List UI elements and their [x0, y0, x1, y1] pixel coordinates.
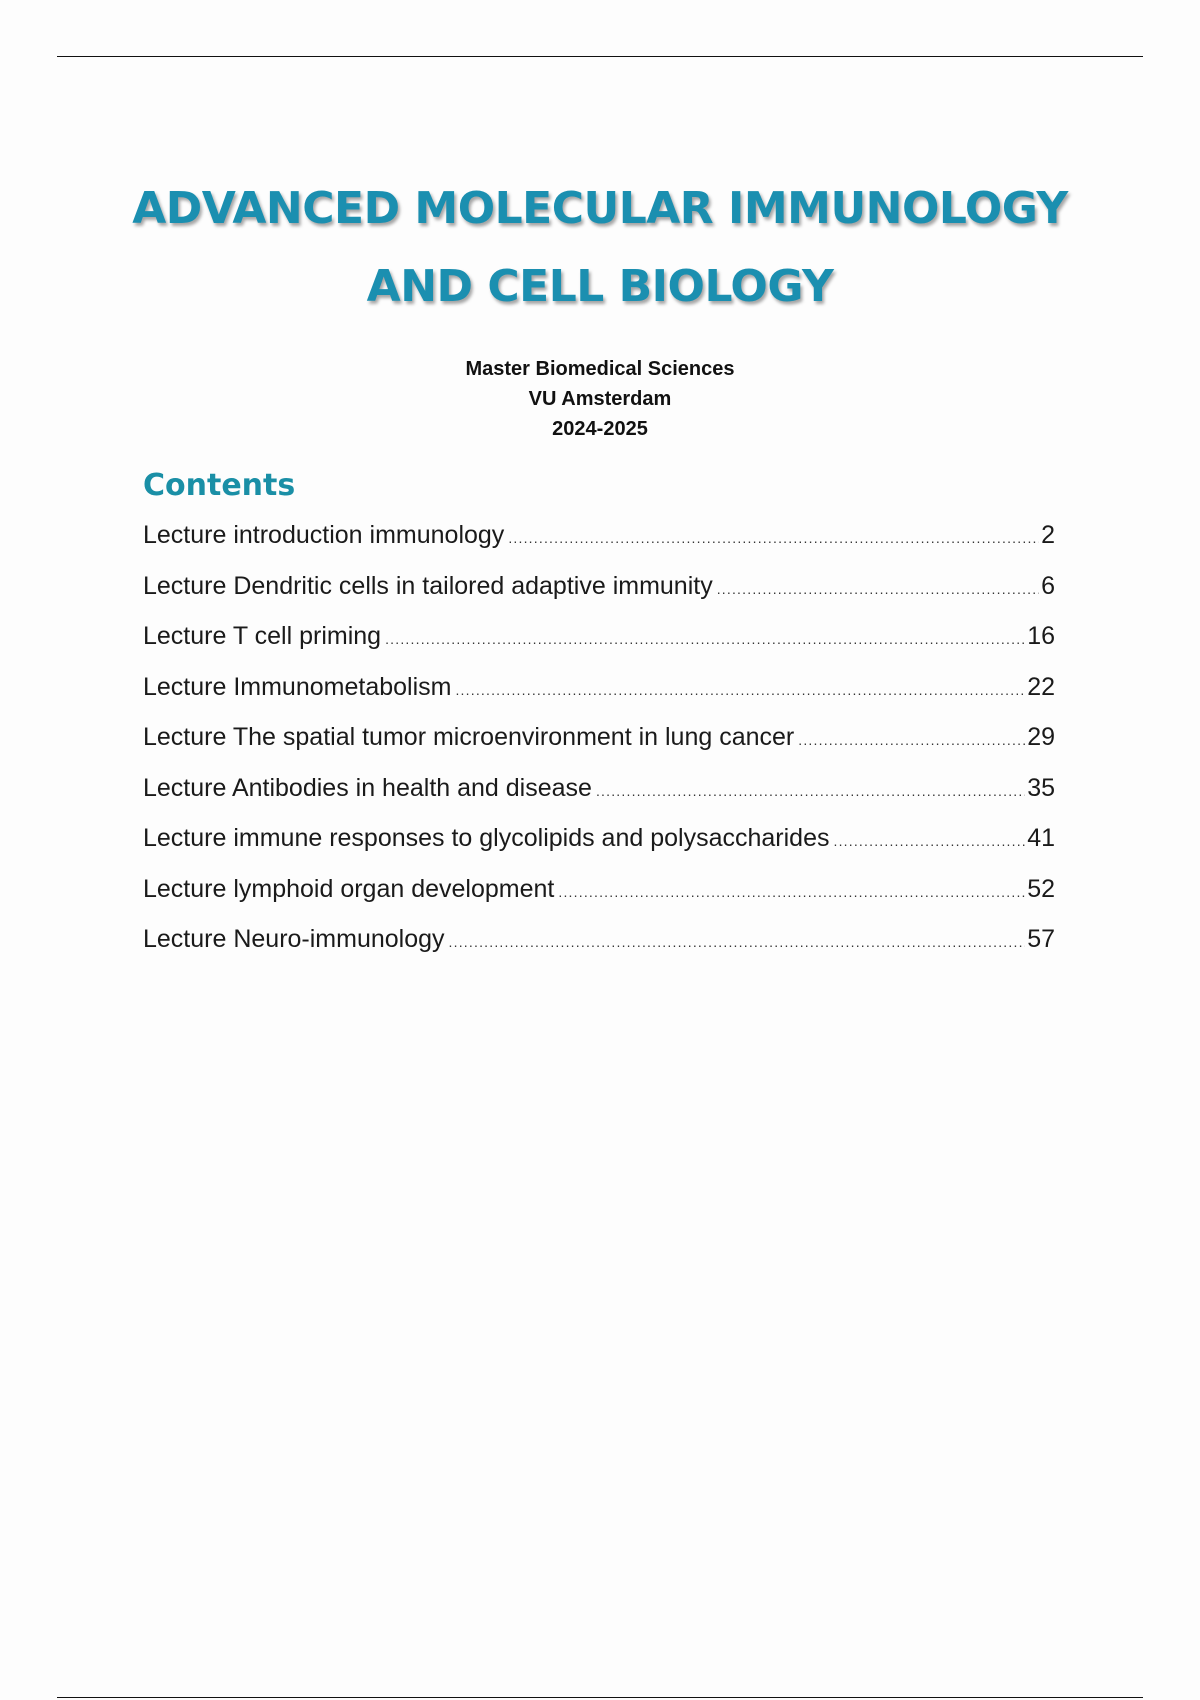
toc-dot-leader	[596, 766, 1025, 817]
toc-entry-page: 52	[1027, 874, 1055, 903]
document-title	[0, 170, 1200, 326]
toc-dot-leader	[508, 513, 1039, 564]
toc-dot-leader	[558, 867, 1025, 918]
toc-dot-leader	[833, 816, 1025, 867]
toc-entry[interactable]	[143, 662, 1055, 713]
toc-entry-label: Lecture lymphoid organ development	[143, 874, 555, 903]
toc-dot-leader	[798, 715, 1025, 766]
table-of-contents	[143, 510, 1055, 965]
toc-dot-leader	[455, 665, 1025, 716]
toc-entry-label: Lecture Neuro-immunology	[143, 925, 445, 953]
toc-entry-label: Lecture The spatial tumor microenvironment in lung cancer	[143, 723, 795, 751]
header-rule	[57, 56, 1143, 57]
toc-dot-leader	[449, 917, 1026, 968]
document-title-line-1: ADVANCED MOLECULAR IMMUNOLOGY	[132, 183, 1068, 234]
toc-entry[interactable]	[143, 763, 1055, 814]
institution-name: VU Amsterdam	[528, 388, 672, 410]
toc-entry-label: Lecture Antibodies in health and disease	[143, 773, 592, 802]
toc-entry-page: 22	[1027, 672, 1055, 701]
footer-rule	[57, 1697, 1143, 1698]
toc-entry-page: 6	[1041, 571, 1055, 600]
toc-entry-label: Lecture immune responses to glycolipids and polysaccharides	[143, 824, 830, 852]
toc-entry-page: 35	[1027, 773, 1055, 802]
toc-entry-page: 2	[1041, 521, 1055, 549]
toc-entry-page: 29	[1027, 723, 1055, 751]
toc-entry[interactable]	[143, 864, 1055, 915]
document-title-line-2: AND CELL BIOLOGY	[366, 261, 834, 312]
program-name: Master Biomedical Sciences	[465, 358, 735, 380]
toc-entry-label: Lecture Dendritic cells in tailored adaptive immunity	[143, 571, 713, 600]
toc-entry[interactable]	[143, 813, 1055, 864]
toc-entry[interactable]	[143, 914, 1055, 965]
toc-dot-leader	[717, 564, 1039, 615]
toc-entry-label: Lecture Immunometabolism	[143, 672, 452, 701]
toc-entry[interactable]	[143, 611, 1055, 662]
toc-entry-page: 41	[1027, 824, 1055, 852]
toc-entry-label: Lecture introduction immunology	[143, 521, 505, 549]
academic-year: 2024-2025	[552, 418, 648, 440]
toc-entry-page: 16	[1027, 622, 1055, 650]
toc-entry[interactable]	[143, 510, 1055, 561]
toc-entry-page: 57	[1027, 925, 1055, 953]
toc-dot-leader	[385, 614, 1025, 665]
contents-heading: Contents	[143, 468, 296, 503]
toc-entry[interactable]	[143, 561, 1055, 612]
toc-entry[interactable]	[143, 712, 1055, 763]
document-subtitle	[0, 354, 1200, 444]
toc-entry-label: Lecture T cell priming	[143, 622, 382, 650]
